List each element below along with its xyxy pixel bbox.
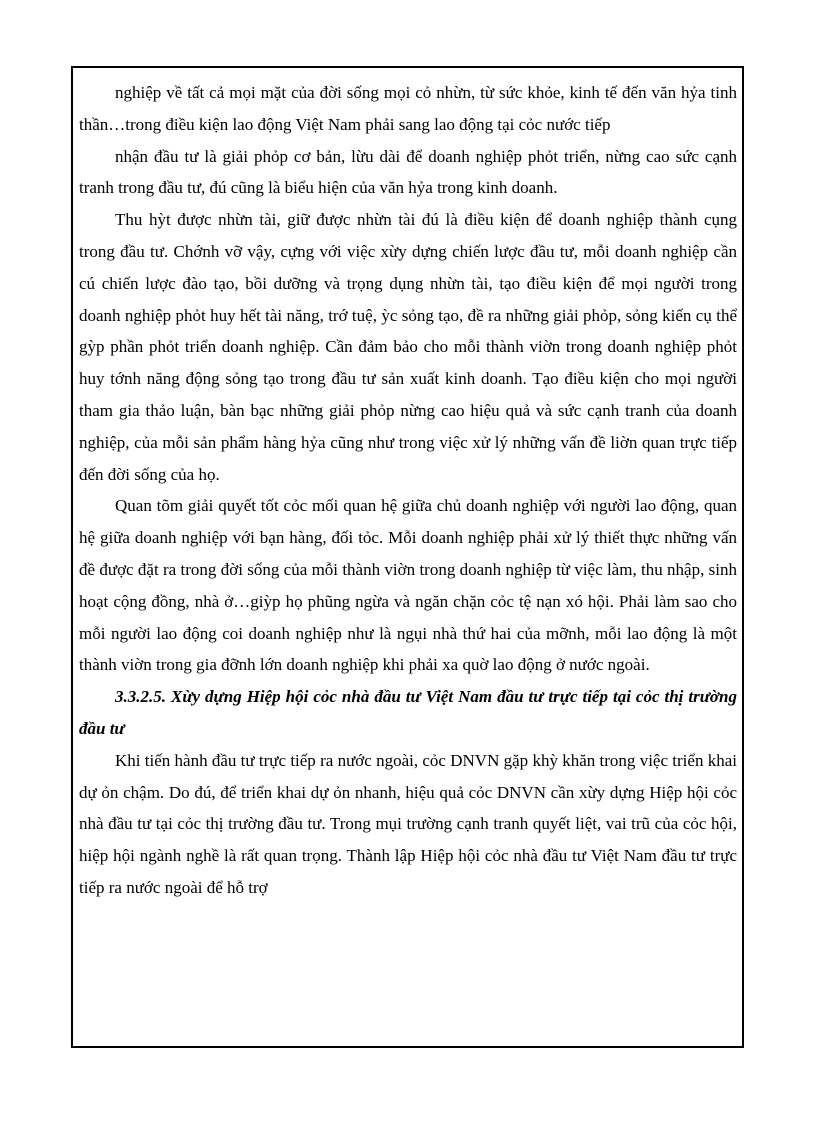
paragraph-labor-relations: Quan tõm giải quyết tốt cỏc mối quan hệ giữa chủ doanh nghiệp với người lao động, quan hệ giữa doanh nghiệp với bạn hàng, đối tỏc. Mỗi doanh nghiệp phải xử lý thiết thực những vấn đề được đặt ra trong đời sống của mỗi thành viờn trong doanh nghiệp từ việc làm, thu nhập, sinh hoạt cộng đồng, nhà ở…giỳp họ phũng ngừa và ngăn chặn cỏc tệ nạn xó hội. Phải làm sao cho mỗi người lao động coi doanh nghiệp như là ngụi nhà thứ hai của mỡnh, mỗi lao động là một thành viờn trong gia đỡnh lớn doanh nghiệp khi phải xa quờ lao động ở nước ngoài.	[79, 496, 737, 675]
paragraph-talent-attraction: Thu hỳt được nhừn tài, giữ được nhừn tài đú là điều kiện để doanh nghiệp thành cụng trong đầu tư. Chớnh vỡ vậy, cựng với việc xừy dựng chiến lược đầu tư, mỗi doanh nghiệp cần cú chiến lược đào tạo, bồi dưỡng và trọng dụng nhừn tài, tạo điều kiện để mọi người trong doanh nghiệp phỏt huy hết tài năng, trớ tuệ, ỳc sỏng tạo, đề ra những giải phỏp, sỏng kiến cụ thể gỳp phần phỏt triển doanh nghiệp. Cần đảm bảo cho mỗi thành viờn trong doanh nghiệp phỏt huy tớnh năng động sỏng tạo trong đầu tư sản xuất kinh doanh. Tạo điều kiện cho mọi người tham gia thảo luận, bàn bạc những giải phỏp nừng cao hiệu quả và sức cạnh tranh của doanh nghiệp, của mỗi sản phẩm hàng hỷa cũng như trong việc xử lý những vấn đề liờn quan trực tiếp đến đời sống của họ.	[79, 210, 737, 484]
paragraph-investor-association: Khi tiến hành đầu tư trực tiếp ra nước ngoài, cỏc DNVN gặp khỳ khăn trong việc triển khai dự ỏn chậm. Do đú, để triển khai dự ỏn nhanh, hiệu quả cỏc DNVN cần xừy dựng Hiệp hội cỏc nhà đầu tư tại cỏc thị trường đầu tư. Trong mụi trường cạnh tranh quyết liệt, vai trũ của cỏc hội, hiệp hội ngành nghề là rất quan trọng. Thành lập Hiệp hội cỏc nhà đầu tư Việt Nam đầu tư trực tiếp ra nước ngoài để hỗ trợ	[79, 750, 737, 897]
paragraph-investment-culture: nhận đầu tư là giải phỏp cơ bản, lừu dài để doanh nghiệp phỏt triển, nừng cao sức cạnh tranh trong đầu tư, đú cũng là biểu hiện của văn hỷa trong kinh doanh.	[79, 146, 737, 198]
paragraph-continuation: nghiệp về tất cả mọi mặt của đời sống mọi cỏ nhừn, từ sức khỏe, kinh tế đến văn hỷa tinh thần…trong điều kiện lao động Việt Nam phải sang lao động tại cỏc nước tiếp	[79, 83, 737, 134]
document-body	[79, 77, 737, 904]
page-border-frame	[71, 66, 744, 1048]
section-heading-3-3-2-5: 3.3.2.5. Xừy dựng Hiệp hội cỏc nhà đầu tư Việt Nam đầu tư trực tiếp tại cỏc thị trường đầu tư	[79, 687, 737, 738]
